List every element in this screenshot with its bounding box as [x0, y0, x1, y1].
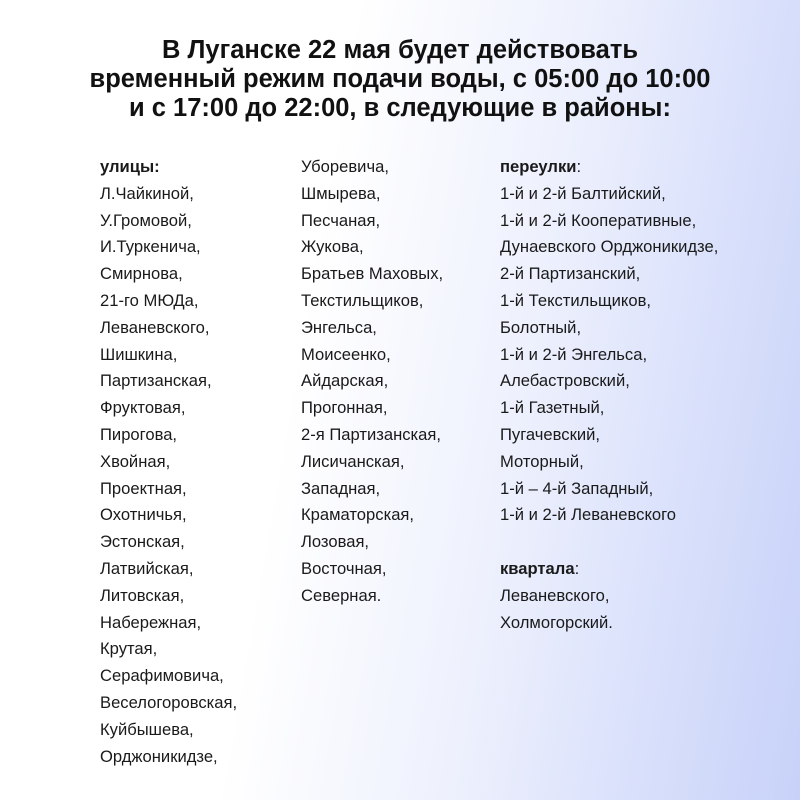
- title-line-2: временный режим подачи воды, с 05:00 до 10:00: [89, 65, 711, 93]
- street-item: Эстонская,: [100, 532, 185, 552]
- lane-item: 1-й Газетный,: [500, 398, 605, 418]
- street-item: Северная.: [301, 585, 382, 605]
- lanes-heading-line: [500, 154, 718, 181]
- lane-item: Алебастровский,: [500, 371, 630, 391]
- street-item: Охотничья,: [100, 505, 187, 525]
- street-item: Лозовая,: [301, 532, 370, 552]
- blocks-heading-line: [500, 556, 718, 583]
- lane-item: 1-й и 2-й Балтийский,: [500, 183, 666, 203]
- street-item: Моисеенко,: [301, 344, 391, 364]
- street-item: Лисичанская,: [301, 451, 405, 471]
- street-item: Уборевича,: [301, 157, 389, 176]
- lane-item: Пугачевский,: [500, 424, 600, 444]
- street-item: Веселогоровская,: [100, 692, 238, 712]
- street-item: Орджоникидзе,: [100, 746, 218, 766]
- blocks-heading: квартала: [500, 558, 575, 578]
- street-item: Смирнова,: [100, 264, 183, 284]
- lane-item: 2-й Партизанский,: [500, 264, 641, 284]
- street-item: Айдарская,: [301, 371, 389, 391]
- street-item: У.Громовой,: [100, 210, 192, 230]
- street-item: Партизанская,: [100, 371, 212, 391]
- street-item: 2-я Партизанская,: [301, 424, 441, 444]
- street-item: Проектная,: [100, 478, 187, 498]
- street-item: Литовская,: [100, 585, 185, 605]
- street-item: Текстильщиков,: [301, 290, 424, 310]
- street-item: Фруктовая,: [100, 398, 186, 418]
- streets-heading: улицы:: [100, 157, 160, 176]
- street-item: Прогонная,: [301, 398, 388, 418]
- street-item: Шмырева,: [301, 183, 381, 203]
- lane-item: 1-й и 2-й Энгельса,: [500, 344, 648, 364]
- lane-item: Моторный,: [500, 451, 584, 471]
- streets-column-2: [301, 154, 443, 610]
- street-item: Песчаная,: [301, 210, 381, 230]
- street-item: Краматорская,: [301, 505, 415, 525]
- street-item: Пирогова,: [100, 424, 178, 444]
- street-item: И.Туркенича,: [100, 237, 201, 257]
- street-item: Братьев Маховых,: [301, 264, 444, 284]
- announcement-title: [0, 36, 800, 123]
- street-item: Восточная,: [301, 558, 387, 578]
- street-item: 21-го МЮДа,: [100, 290, 199, 310]
- lane-item: Дунаевского Орджоникидзе,: [500, 237, 719, 257]
- title-line-1: В Луганске 22 мая будет действовать: [162, 36, 638, 64]
- lane-item: 1-й и 2-й Кооперативные,: [500, 210, 697, 230]
- street-item: Набережная,: [100, 612, 202, 632]
- lanes-blocks-column: [500, 154, 718, 636]
- street-item: Крутая,: [100, 639, 158, 659]
- street-item: Шишкина,: [100, 344, 178, 364]
- streets-column-1: [100, 154, 237, 770]
- street-item: Л.Чайкиной,: [100, 183, 194, 203]
- street-item: Западная,: [301, 478, 381, 498]
- title-line-3: и с 17:00 до 22:00, в следующие в районы:: [129, 94, 671, 122]
- block-item: Леваневского,: [500, 585, 610, 605]
- section-spacer: [500, 529, 718, 556]
- blocks-heading-colon: :: [574, 558, 580, 578]
- street-item: Латвийская,: [100, 558, 194, 578]
- street-item: Куйбышева,: [100, 719, 194, 739]
- lane-item: 1-й Текстильщиков,: [500, 290, 652, 310]
- street-item: Хвойная,: [100, 451, 171, 471]
- street-item: Энгельса,: [301, 317, 377, 337]
- street-item: Леваневского,: [100, 317, 210, 337]
- lanes-heading: переулки: [500, 157, 577, 176]
- block-item: Холмогорский.: [500, 612, 613, 632]
- lanes-heading-colon: :: [576, 157, 582, 176]
- lane-item: 1-й и 2-й Леваневского: [500, 505, 677, 525]
- street-item: Серафимовича,: [100, 666, 224, 686]
- lane-item: Болотный,: [500, 317, 582, 337]
- street-item: Жукова,: [301, 237, 364, 257]
- lane-item: 1-й – 4-й Западный,: [500, 478, 654, 498]
